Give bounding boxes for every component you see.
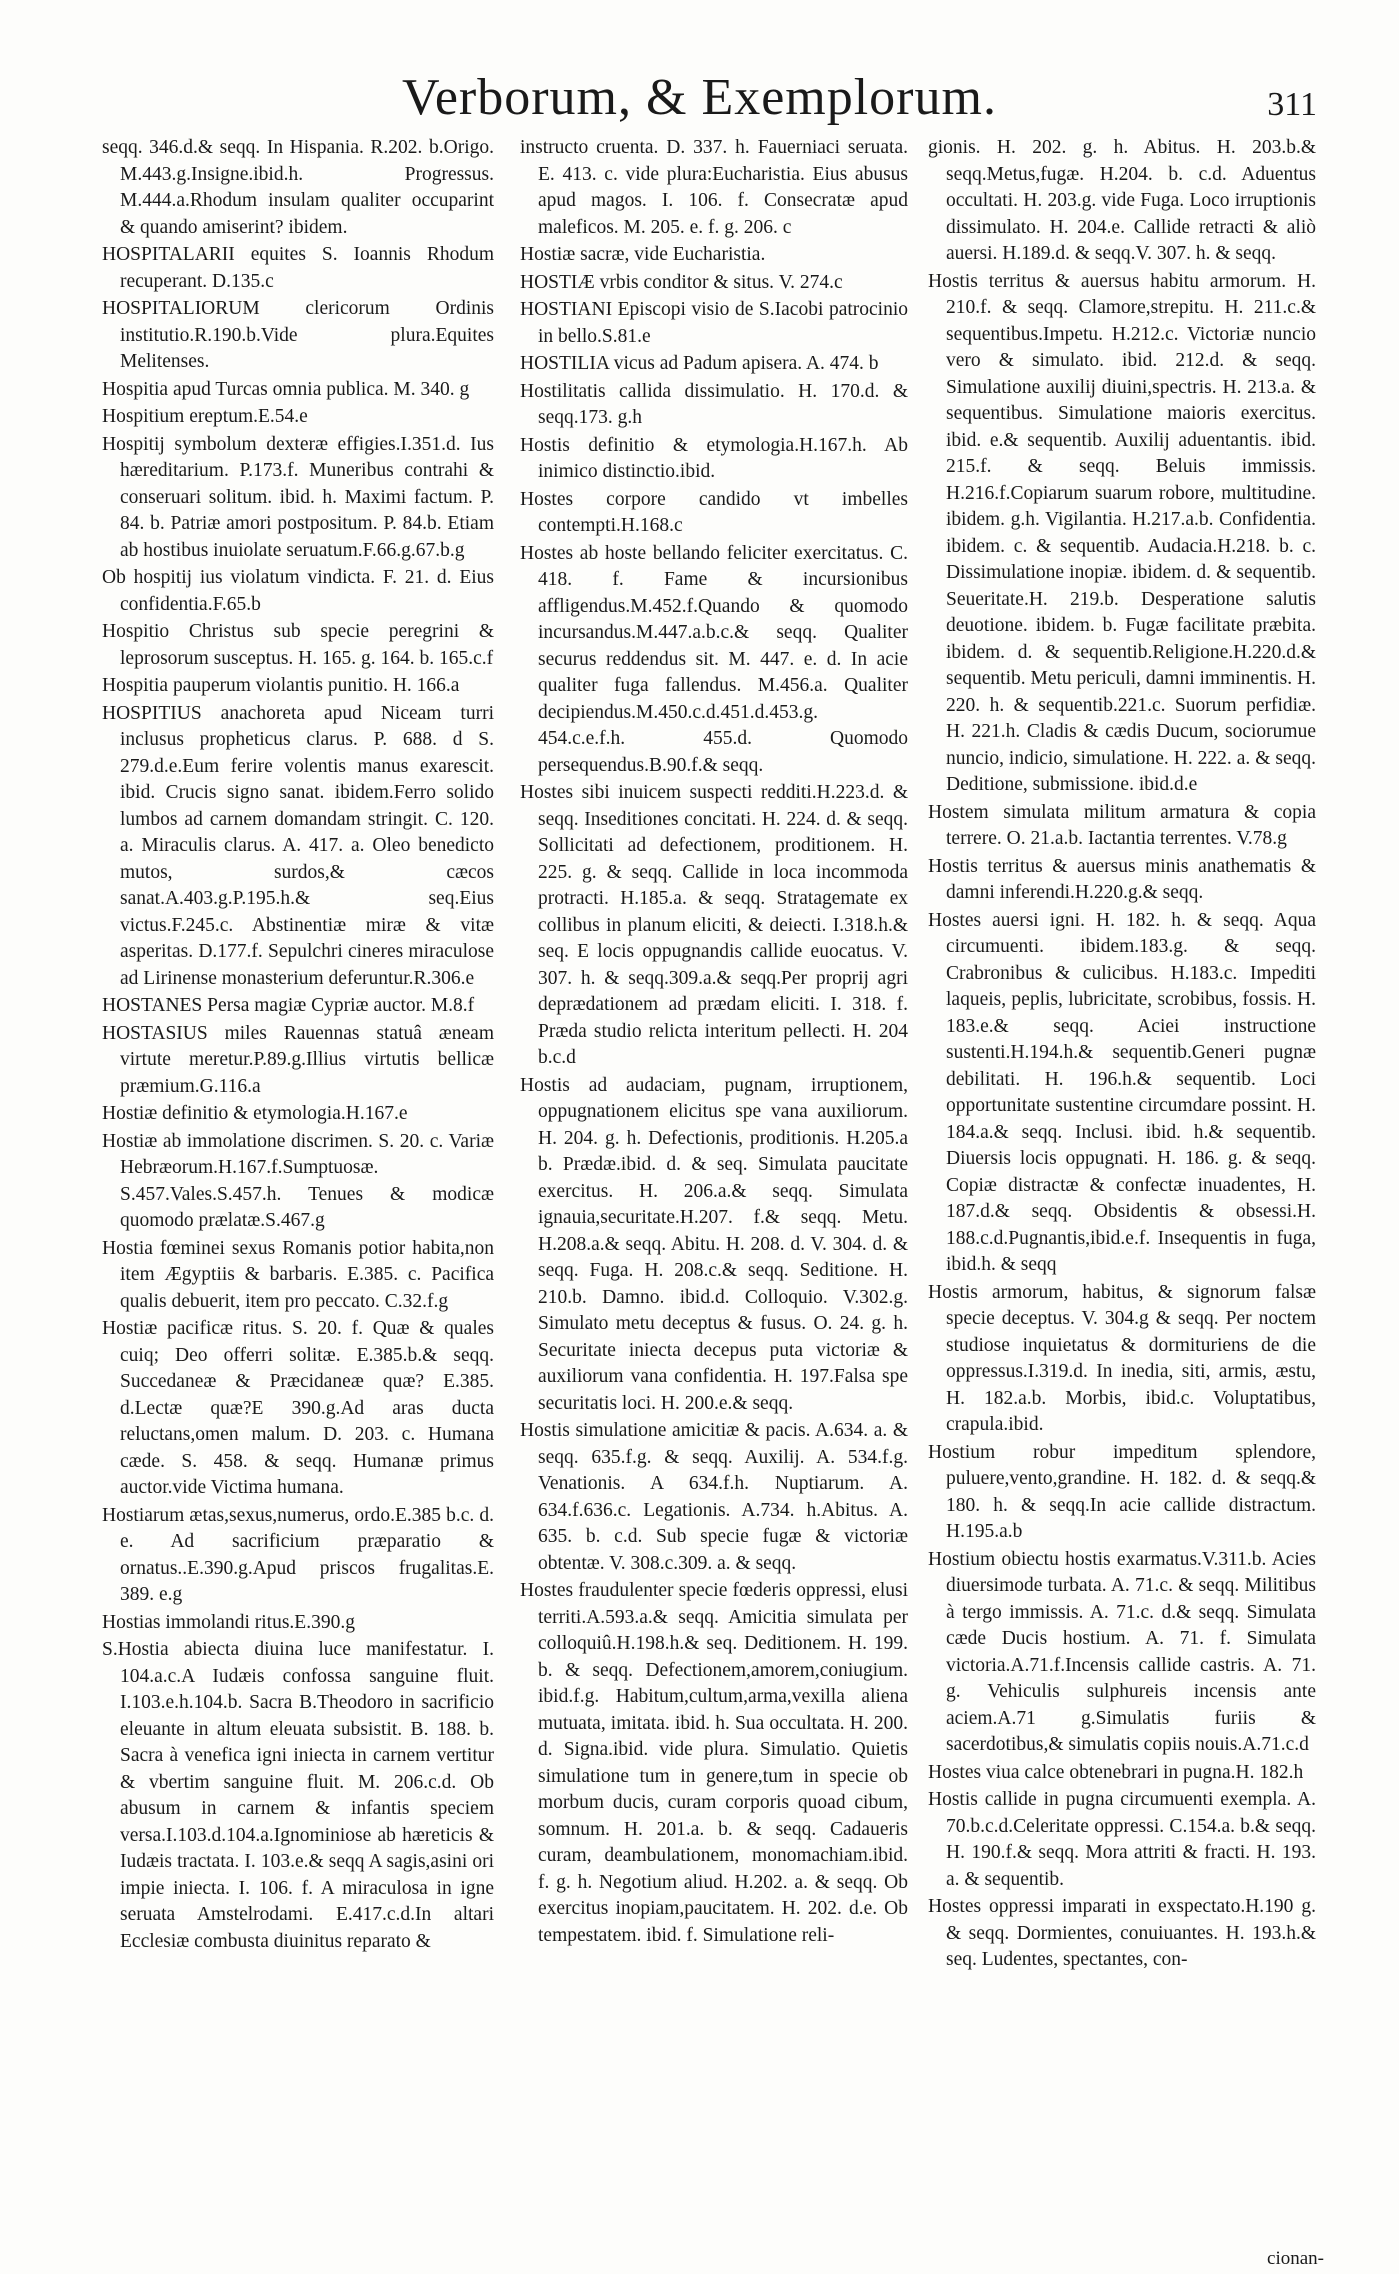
index-entry: Hostem simulata militum armatura & copia terrere. O. 21.a.b. Iactantia terrentes. V.78.g — [928, 801, 1316, 849]
running-head-title: Verborum, & Exemplorum. — [402, 69, 997, 126]
index-entry: Hospitij symbolum dexteræ effigies.I.351.d. Ius hæreditarium. P.173.f. Muneribus contrahi & conseruari solitum. ibid. h. Maximi factum. P. 84. b. Patriæ amori postpositum. P. 84.b. Etiam ab hostibus inuiolate seruatum.F.66.g.67.b.g — [102, 433, 494, 561]
index-entry: Hostes ab hoste bellando feliciter exercitatus. C. 418. f. Fame & incursionibus affligendus.M.452.f.Quando & quomodo incursandus.M.447.a.b.c.& seqq. Qualiter securus reddendus sit. M. 447. e. d. In acie qualiter fuga fallendus. M.456.a. Qualiter decipiendus.M.450.c.d.451.d.453.g. 454.c.e.f.h. 455.d. Quomodo persequendus.B.90.f.& seqq. — [520, 542, 908, 776]
index-entry: Hostis callide in pugna circumuenti exempla. A. 70.b.c.d.Celeritate oppressi. C.154.a. b.& seqq. H. 190.f.& seqq. Mora attriti & fracti. H. 193. a. & sequentib. — [928, 1789, 1316, 1890]
index-entry: Hospitium ereptum.E.54.e — [102, 406, 308, 427]
index-entry: Hostium obiectu hostis exarmatus.V.311.b. Acies diuersimode turbata. A. 71.c. & seqq. Militibus à tergo immissis. A. 71.c. d.& seqq. Simulata cæde Ducis hostium. A. 71. f. Simulata victoria.A.71.f.Incensis callide castris. A. 71. g. Vehiculis sulphureis incensis ante aciem.A.71 g.Simulatis furiis & sacerdotibus,& simulatis copiis nouis.A.71.c.d — [928, 1548, 1316, 1755]
index-entry: Ob hospitij ius violatum vindicta. F. 21. d. Eius confidentia.F.65.b — [102, 567, 494, 615]
index-entry: Hostes corpore candido vt imbelles contempti.H.168.c — [520, 488, 908, 536]
index-entry: Hostiarum ætas,sexus,numerus, ordo.E.385 b.c. d. e. Ad sacrificium præparatio & ornatus..E.390.g.Apud priscos frugalitas.E. 389. e.g — [102, 1504, 494, 1605]
index-entry: Hostium robur impeditum splendore, puluere,vento,grandine. H. 182. d. & seqq.& 180. h. & seqq.In acie callide distractum. H.195.a.b — [928, 1441, 1316, 1542]
index-entry: HOSPITALARII equites S. Ioannis Rhodum recuperant. D.135.c — [102, 244, 494, 292]
index-entry: Hostia fœminei sexus Romanis potior habita,non item Ægyptiis & barbaris. E.385. c. Pacifica qualis debuerit, item pro peccato. C.32.f.g — [102, 1237, 494, 1312]
index-entry: gionis. H. 202. g. h. Abitus. H. 203.b.& seqq.Metus,fugæ. H.204. b. c.d. Aduentus occultati. H. 203.g. vide Fuga. Loco irruptionis dissimulato. H. 204.e. Callide retracti & aliò auersi. H.189.d. & seqq.V. 307. h. & seqq. — [928, 137, 1316, 264]
index-entry: Hostes fraudulenter specie fœderis oppressi, elusi territi.A.593.a.& seqq. Amicitia simulata per colloquiû.H.198.h.& seq. Deditionem. H. 199. b. & seqq. Defectionem,amorem,coniugium. ibid.f.g. Habitum,cultum,arma,vexilla aliena mutuata, imitata. ibid. h. Sua occultata. H. 200. d. Signa.ibid. vide plura. Simulatio. Quietis simulatione tum in genere,tum in specie ob morbum ducis, curam corporis quoad cibum, somnum. H. 201.a. b. & seqq. Cadaueris curam, deambulationem, monomachiam.ibid. f. g. h. Negotium aliud. H.202. a. & seqq. Ob exercitus inopiam,paucitatem. H. 202. d.e. Ob tempestatem. ibid. f. Simulatione reli- — [520, 1580, 908, 1946]
index-entry: Hostias immolandi ritus.E.390.g — [102, 1611, 355, 1633]
page-number: 311 — [1267, 86, 1317, 123]
index-entry: Hostis simulatione amicitiæ & pacis. A.634. a. & seqq. 635.f.g. & seqq. Auxilij. A. 534.f.g. Venationis. A 634.f.h. Nuptiarum. A. 634.f.636.c. Legationis. A.734. h.Abitus. A. 635. b. c.d. Sub specie fugæ & victoriæ obtentæ. V. 308.c.309. a. & seqq. — [520, 1420, 908, 1574]
column-1 — [102, 135, 494, 2245]
index-entry: HOSTIANI Episcopi visio de S.Iacobi patrocinio in bello.S.81.e — [520, 299, 908, 347]
column-2 — [520, 135, 908, 2245]
column-3 — [928, 135, 1316, 2245]
index-entry: HOSTANES Persa magiæ Cypriæ auctor. M.8.f — [102, 995, 475, 1016]
index-entry: Hostiæ sacræ, vide Eucharistia. — [520, 244, 766, 265]
catchword: cionan- — [1267, 2248, 1324, 2269]
index-entry: Hospitia pauperum violantis punitio. H. 166.a — [102, 675, 460, 696]
index-entry: Hostiæ pacificæ ritus. S. 20. f. Quæ & quales cuiq; Deo offerri solitæ. E.385.b.& seqq. Succedaneæ & Præcidaneæ quæ? E.385. d.Lectæ quæ?E 390.g.Ad aras ducta reluctans,omen malum. D. 203. c. Humana cæde. S. 458. & seqq. Humanæ primus auctor.vide Victima humana. — [102, 1318, 494, 1498]
index-entry: instructo cruenta. D. 337. h. Fauerniaci seruata. E. 413. c. vide plura:Eucharistia. Eius abusus apud magos. I. 106. f. Consecratæ apud maleficos. M. 205. e. f. g. 206. c — [520, 137, 908, 238]
index-entry: Hostiæ definitio & etymologia.H.167.e — [102, 1103, 408, 1124]
index-entry: Hostis armorum, habitus, & signorum falsæ specie deceptus. V. 304.g & seqq. Per noctem studiose inquietatus & dormituriens de die oppressus.I.319.d. In inedia, siti, armis, æstu, H. 182.a.b. Morbis, ibid.c. Voluptatibus, crapula.ibid. — [928, 1281, 1316, 1435]
index-entry: Hostilitatis callida dissimulatio. H. 170.d. & seqq.173. g.h — [520, 380, 908, 428]
index-entry: Hostis territus & auersus minis anathematis & damni inferendi.H.220.g.& seqq. — [928, 855, 1316, 903]
index-entry: HOSTILIA vicus ad Padum apisera. A. 474. b — [520, 353, 879, 374]
index-entry: S.Hostia abiecta diuina luce manifestatur. I. 104.a.c.A Iudæis confossa sanguine fluit. I.103.e.h.104.b. Sacra B.Theodoro in sacrificio eleuante in altum eleuata subsistit. B. 188. b. Sacra à venefica igni iniecta in carnem vertitur & vbertim sanguine fluit. M. 206.c.d. Ob abusum in carnem & infantis speciem versa.I.103.d.104.a.Ignominiose ab hæreticis & Iudæis tractata. I. 103.e.& seqq A sagis,asini ori impie iniecta. I. 106. f. A miraculosa in igne seruata Amstelrodami. E.417.c.d.In altari Ecclesiæ combusta diuinitus reparato & — [102, 1639, 494, 1952]
index-entry: Hospitia apud Turcas omnia publica. M. 340. g — [102, 378, 470, 400]
index-entry: Hospitio Christus sub specie peregrini & leprosorum susceptus. H. 165. g. 164. b. 165.c.f — [102, 621, 494, 669]
index-entry: Hostis definitio & etymologia.H.167.h. Ab inimico distinctio.ibid. — [520, 434, 908, 482]
index-entry: HOSPITIUS anachoreta apud Niceam turri inclusus propheticus clarus. P. 688. d S. 279.d.e.Eum ferire volentis manus exarescit. ibid. Crucis signo sanat. ibidem.Ferro solido lumbos ad carnem domandam stringit. C. 120. a. Miraculis clarus. A. 417. a. Oleo benedicto mutos, surdos,& cæcos sanat.A.403.g.P.195.h.& seq.Eius victus.F.245.c. Abstinentiæ miræ & vitæ asperitas. D.177.f. Sepulchri cineres miraculose ad Lirinense monasterium deferuntur.R.306.e — [102, 702, 494, 989]
index-entry: Hostis ad audaciam, pugnam, irruptionem, oppugnationem elicitus spe vana auxiliorum. H. 204. g. h. Defectionis, proditionis. H.205.a b. Prædæ.ibid. d. & seq. Simulata paucitate exercitus. H. 206.a.& seqq. Simulata ignauia,securitate.H.207. f.& seqq. Metu. H.208.a.& seqq. Abitu. H. 208. d. V. 304. d. & seqq. Fuga. H. 208.c.& seqq. Seditione. H. 210.b. Damno. ibid.d. Colloquio. V.302.g. Simulato metu deceptus & fusus. O. 24. g. h. Securitate iniecta decepus puta victoriæ & auxiliorum vana confidentia. H. 197.Falsa spe securitatis loci. H. 200.e.& seqq. — [520, 1074, 908, 1414]
index-entry: Hostes oppressi imparati in exspectato.H.190 g. & seqq. Dormientes, conuiuantes. H. 193.h.& seq. Ludentes, spectantes, con- — [928, 1896, 1316, 1970]
index-entry: HOSTIÆ vrbis conditor & situs. V. 274.c — [520, 271, 843, 293]
index-entry: seqq. 346.d.& seqq. In Hispania. R.202. b.Origo. M.443.g.Insigne.ibid.h. Progressus. M.444.a.Rhodum insulam qualiter occuparint & quando amiserint? ibidem. — [102, 137, 494, 238]
index-entry: HOSPITALIORUM clericorum Ordinis institutio.R.190.b.Vide plura.Equites Melitenses. — [102, 298, 494, 372]
index-entry: Hostiæ ab immolatione discrimen. S. 20. c. Variæ Hebræorum.H.167.f.Sumptuosæ. S.457.Vales.S.457.h. Tenues & modicæ quomodo prælatæ.S.467.g — [102, 1130, 494, 1231]
index-entry: Hostes viua calce obtenebrari in pugna.H. 182.h — [928, 1761, 1304, 1783]
index-entry: HOSTASIUS miles Rauennas statuâ æneam virtute meretur.P.89.g.Illius virtutis bellicæ præmium.G.116.a — [102, 1022, 494, 1097]
index-entry: Hostes sibi inuicem suspecti redditi.H.223.d. & seqq. Inseditiones concitati. H. 224. d. & seqq. Sollicitati ad defectionem, proditionem. H. 225. g. & seqq. Callide in loca incommoda protracti. H.185.a. & seqq. Stratagemate ex collibus in planum eliciti, & deiecti. I.318.h.& seq. E locis oppugnandis callide euocatus. V. 307. h. & seqq.309.a.& seqq.Per proprij agri deprædationem ad prædam eliciti. I. 318. f. Præda studio relicta interitum pellecti. H. 204 b.c.d — [520, 782, 908, 1068]
index-entry: Hostis territus & auersus habitu armorum. H. 210.f. & seqq. Clamore,strepitu. H. 211.c.& sequentibus.Impetu. H.212.c. Victoriæ nuncio vero & simulato. ibid. 212.d. & seqq. Simulatione auxilij diuini,spectris. H. 213.a. & sequentibus. Simulatione maioris exercitus. ibid. e.& sequentib. Auxilij aduentantis. ibid. 215.f. & seqq. Beluis immissis. H.216.f.Copiarum suarum robore, multitudine. ibidem. g.h. Vigilantia. H.217.a.b. Confidentia. ibidem. c. & sequentib. Audacia.H.218. b. c. Dissimulatione inopiæ. ibidem. d. & sequentib. Seueritate.H. 219.b. Desperatione salutis deuotione. ibidem. b. Fugæ facilitate præbita. ibidem. d. & sequentib.Religione.H.220.d.& sequentib. Metu periculi, damni imminentis. H. 220. h. & sequentib.221.c. Suorum perfidiæ. H. 221.h. Cladis & cædis Ducum, sociorumue nuncio, indicio, simulatione. H. 222. a. & seqq. Deditione, submissione. ibid.d.e — [928, 270, 1316, 795]
index-entry: Hostes auersi igni. H. 182. h. & seqq. Aqua circumuenti. ibidem.183.g. & seqq. Crabronibus & culicibus. H.183.c. Impediti laqueis, peplis, lubricitate, scrobibus, fossis. H. 183.e.& seqq. Aciei instructione sustenti.H.194.h.& sequentib.Generi pugnæ debilitati. H. 196.h.& sequentib. Loci opportunitate sustentine circumdare possint. H. 184.a.& seqq. Inclusi. ibid. h.& sequentib. Diuersis locis oppugnati. H. 186. g. & seqq. Copiæ distractæ & confectæ inuadentes, H. 187.d.& seqq. Obsidentis & obsessi.H. 188.c.d.Pugnantis,ibid.e.f. Insequentis in fuga, ibid.h. & seqq — [928, 909, 1316, 1275]
